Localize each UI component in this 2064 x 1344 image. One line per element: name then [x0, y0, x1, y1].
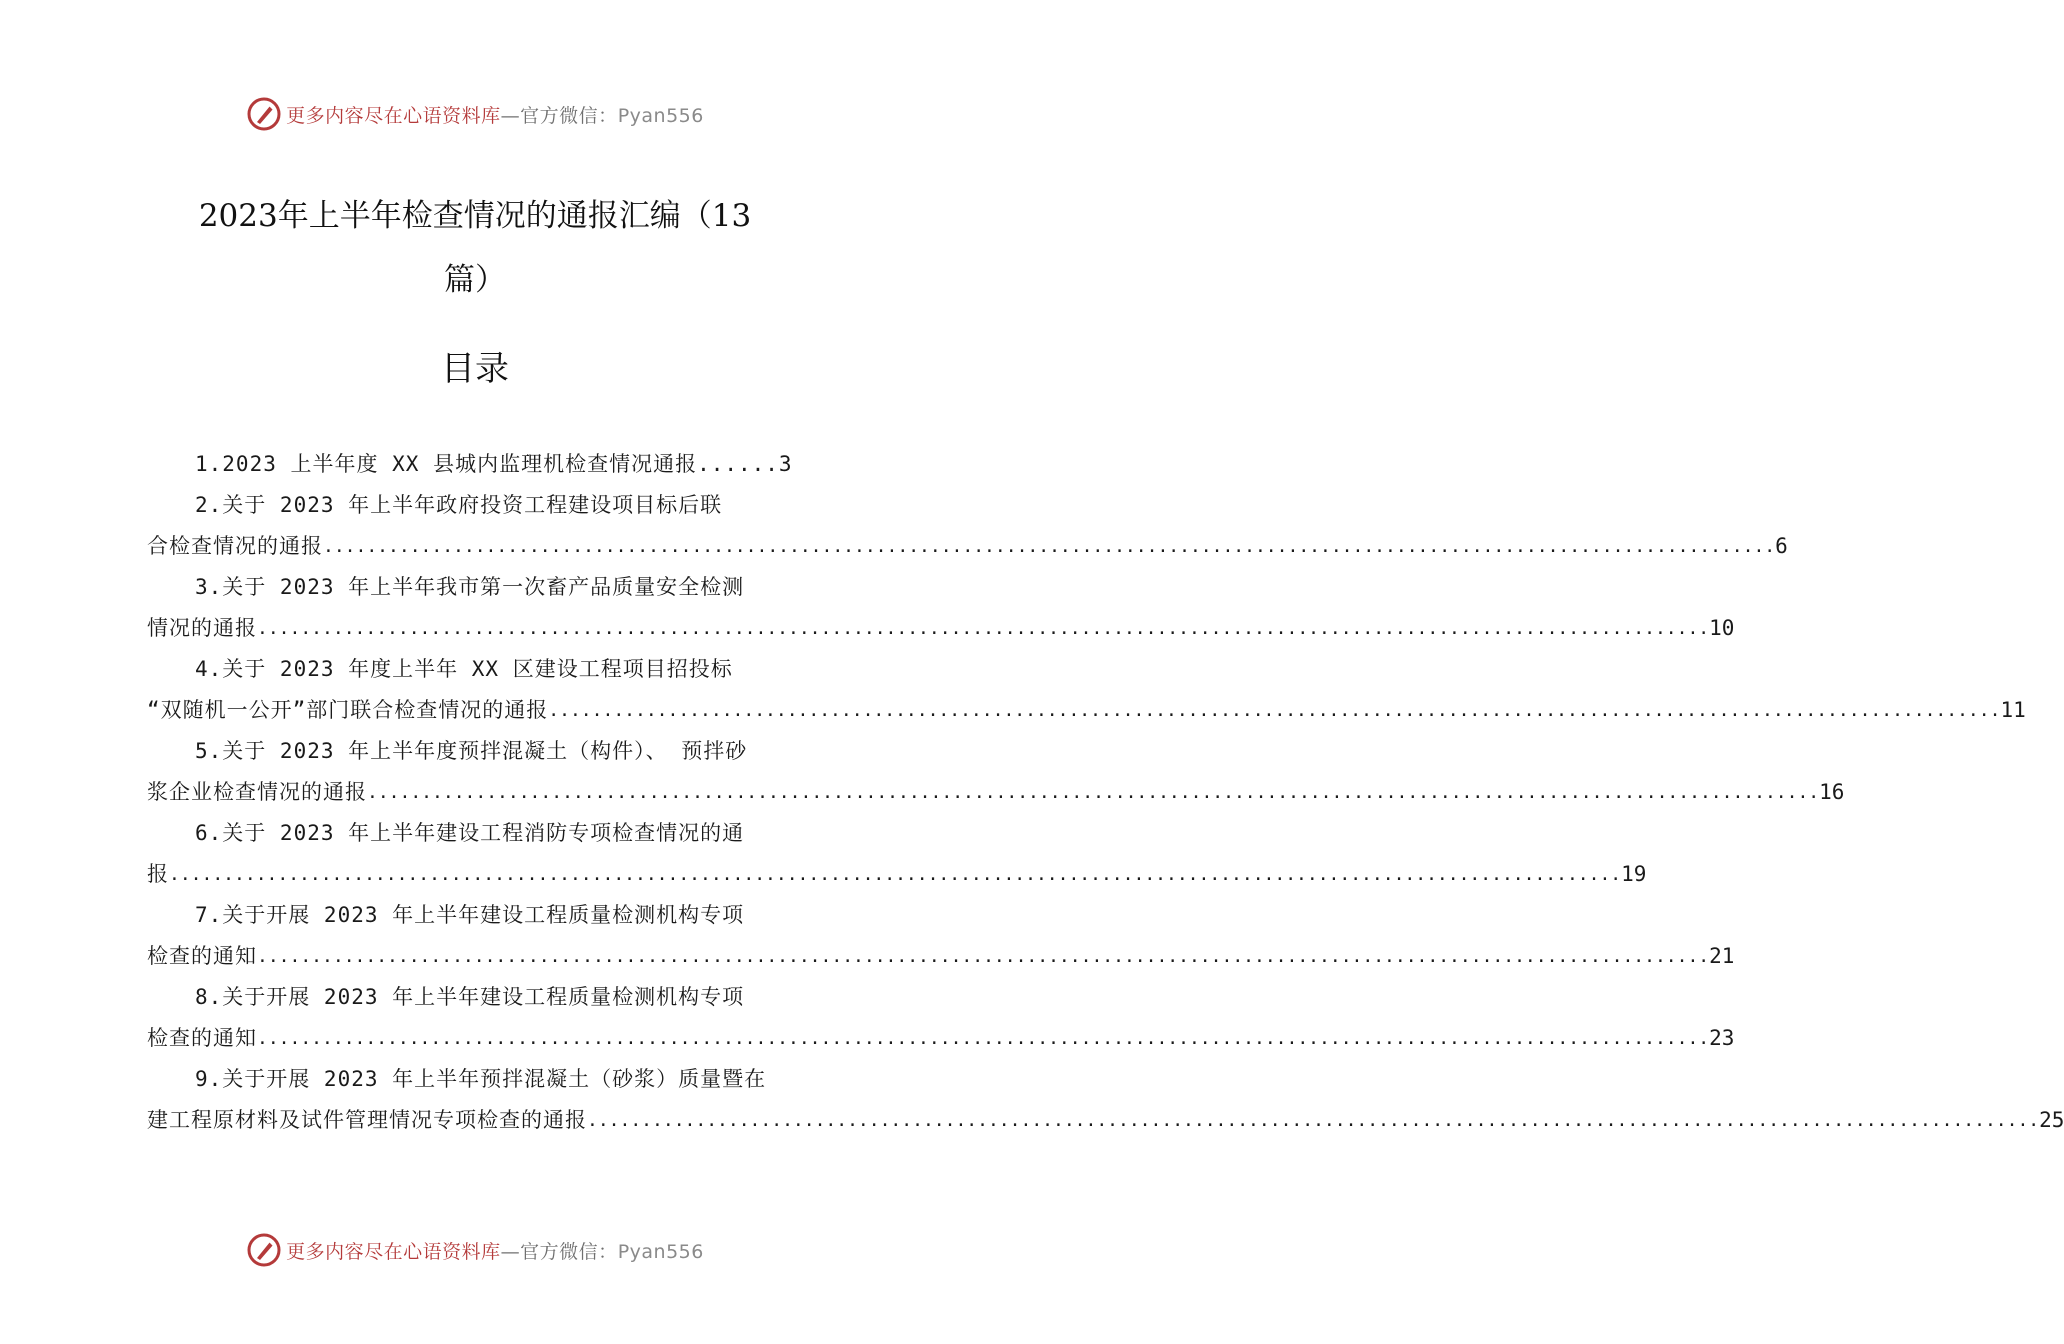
- toc-entry-7[interactable]: [147, 895, 1735, 977]
- toc-entry-rest: 建工程原材料及试件管理情况专项检查的通报: [147, 1108, 587, 1132]
- toc-page-number: 25: [2039, 1108, 2064, 1132]
- toc-entry-first-line: 2.关于 2023 年上半年政府投资工程建设项目标后联: [195, 493, 723, 517]
- toc-entry-first-line: 3.关于 2023 年上半年我市第一次畜产品质量安全检测: [195, 575, 745, 599]
- toc-leader-dots: ......................................................................................................................................: [548, 700, 2001, 721]
- watermark-wechat-id: Pyan556: [617, 1240, 704, 1263]
- toc-entry-2[interactable]: [147, 485, 1788, 567]
- toc-entry-rest: 合检查情况的通报: [147, 534, 323, 558]
- toc-entry-1[interactable]: [147, 444, 807, 485]
- toc-entry-rest: “双随机一公开”部门联合检查情况的通报: [147, 698, 549, 722]
- toc-entry-first-line: 7.关于开展 2023 年上半年建设工程质量检测机构专项: [195, 903, 745, 927]
- title-line-1: 2023年上半年检查情况的通报汇编（13: [198, 198, 752, 234]
- watermark-text: [286, 101, 704, 128]
- toc-leader-dots: ......................................................................................................................................: [257, 618, 1710, 639]
- toc-leader-dots: ......................................................................................................................................: [367, 782, 1820, 803]
- toc-leader-dots: ......................................................................................................................................: [257, 1028, 1710, 1049]
- document-title: [150, 184, 800, 312]
- watermark-suffix: 官方微信：: [520, 104, 618, 127]
- toc-page-number: 23: [1709, 1026, 1735, 1050]
- watermark-text: [286, 1237, 704, 1264]
- toc-entry-4[interactable]: [147, 649, 2026, 731]
- toc-entry-8[interactable]: [147, 977, 1735, 1059]
- toc-entry-rest: 检查的通知: [147, 944, 257, 968]
- toc-leader-dots: ......................................................................................................................................: [323, 536, 1776, 557]
- toc-entry-text: 1.2023 上半年度 XX 县城内监理机检查情况通报......3: [195, 452, 793, 476]
- watermark-dash: —: [500, 104, 521, 127]
- toc-entry-6[interactable]: [147, 813, 1647, 895]
- toc-page-number: 21: [1709, 944, 1735, 968]
- toc-heading: 目录: [441, 349, 509, 389]
- toc-entry-3[interactable]: [147, 567, 1735, 649]
- watermark-banner-bottom: [0, 1228, 950, 1272]
- toc-leader-dots: ......................................................................................................................................: [257, 946, 1710, 967]
- toc-page-number: 11: [2000, 698, 2026, 722]
- watermark-banner-top: [0, 92, 950, 136]
- toc-entry-first-line: 9.关于开展 2023 年上半年预拌混凝土（砂浆）质量暨在: [195, 1067, 767, 1091]
- table-of-contents: [147, 444, 2064, 1141]
- toc-entry-9[interactable]: [147, 1059, 2064, 1141]
- watermark-suffix: 官方微信：: [520, 1240, 618, 1263]
- watermark-prefix: 更多内容尽在心语资料库: [286, 1240, 501, 1263]
- toc-entry-5[interactable]: [147, 731, 1845, 813]
- watermark-dash: —: [500, 1240, 521, 1263]
- toc-entry-first-line: 5.关于 2023 年上半年度预拌混凝土（构件）、 预拌砂: [195, 739, 748, 763]
- toc-leader-dots: ......................................................................................................................................: [169, 864, 1622, 885]
- watermark-prefix: 更多内容尽在心语资料库: [286, 104, 501, 127]
- quill-logo-icon: [246, 1232, 282, 1268]
- toc-entry-rest: 报: [147, 862, 169, 886]
- toc-page-number: 6: [1775, 534, 1788, 558]
- toc-page-number: 16: [1819, 780, 1845, 804]
- toc-page-number: 10: [1709, 616, 1735, 640]
- toc-entry-first-line: 8.关于开展 2023 年上半年建设工程质量检测机构专项: [195, 985, 745, 1009]
- watermark-wechat-id: Pyan556: [617, 104, 704, 127]
- toc-entry-first-line: 6.关于 2023 年上半年建设工程消防专项检查情况的通: [195, 821, 745, 845]
- toc-leader-dots: ......................................................................................................................................: [587, 1110, 2040, 1131]
- quill-logo-icon: [246, 96, 282, 132]
- title-line-2: 篇）: [444, 262, 506, 298]
- toc-entry-first-line: 4.关于 2023 年度上半年 XX 区建设工程项目招投标: [195, 657, 733, 681]
- toc-entry-rest: 情况的通报: [147, 616, 257, 640]
- toc-entry-rest: 检查的通知: [147, 1026, 257, 1050]
- toc-entry-rest: 浆企业检查情况的通报: [147, 780, 367, 804]
- toc-page-number: 19: [1621, 862, 1647, 886]
